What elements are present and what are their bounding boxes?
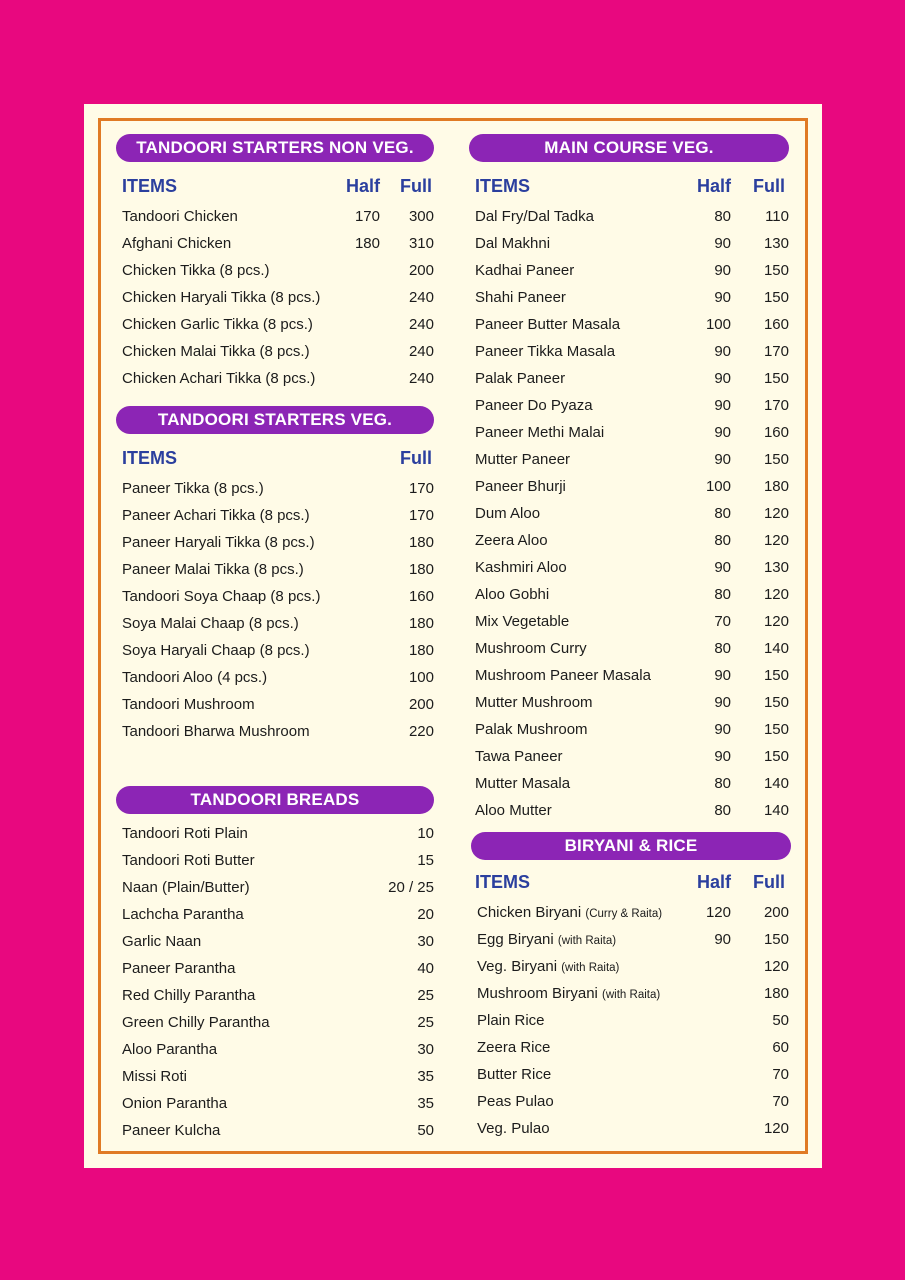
item-name: Palak Mushroom: [475, 721, 588, 738]
header-items: ITEMS: [122, 448, 178, 468]
item-name: Red Chilly Parantha: [122, 987, 256, 1004]
item-name: Dum Aloo: [475, 505, 541, 522]
item-price-full: 150: [763, 370, 789, 387]
item-price-half: 80: [714, 586, 731, 603]
menu-item-row: [122, 615, 434, 642]
menu-item-row: [122, 960, 434, 987]
item-name: [477, 904, 662, 921]
item-price-full: 120: [763, 1120, 789, 1137]
item-price-full: 150: [763, 931, 789, 948]
menu-item-row: [475, 532, 789, 559]
header-half: Half: [697, 176, 732, 196]
item-name: Kashmiri Aloo: [475, 559, 567, 576]
item-name: Veg. Pulao: [477, 1120, 550, 1137]
item-price-half: 90: [714, 289, 731, 306]
item-price-half: 80: [714, 505, 731, 522]
item-name: Zeera Aloo: [475, 532, 548, 549]
item-price-half: 70: [714, 613, 731, 630]
item-name: Zeera Rice: [477, 1039, 551, 1056]
item-price-half: 100: [705, 316, 731, 333]
item-price: 50: [417, 1122, 434, 1139]
item-name: Dal Fry/Dal Tadka: [475, 208, 594, 225]
item-price-full: 200: [408, 262, 434, 279]
item-price-full: 160: [408, 588, 434, 605]
menu-item-row: [122, 987, 434, 1014]
menu-item-row: [475, 451, 789, 478]
menu-item-row: [122, 588, 434, 615]
item-name: Lachcha Parantha: [122, 906, 244, 923]
header-half: Half: [346, 176, 381, 196]
item-price: 40: [417, 960, 434, 977]
section-banner-main-course-veg: MAIN COURSE VEG.: [469, 134, 789, 162]
item-price-full: 180: [408, 615, 434, 632]
column-header: [122, 176, 434, 202]
item-price: 20: [417, 906, 434, 923]
item-name: [477, 931, 616, 948]
item-price-full: 240: [408, 370, 434, 387]
item-price: 35: [417, 1095, 434, 1112]
item-name: Chicken Haryali Tikka (8 pcs.): [122, 289, 321, 306]
menu-item-row: [122, 696, 434, 723]
item-price-full: 170: [763, 343, 789, 360]
menu-item-row: [475, 904, 789, 931]
item-price-half: 90: [714, 931, 731, 948]
menu-item-row: [122, 1095, 434, 1122]
item-name: Mutter Mushroom: [475, 694, 593, 711]
menu-item-row: [475, 1066, 789, 1093]
menu-item-row: [475, 559, 789, 586]
item-price-full: 170: [408, 480, 434, 497]
item-name: Kadhai Paneer: [475, 262, 575, 279]
item-note: (Curry & Raita): [585, 908, 663, 920]
section-banner-tandoori-non-veg: TANDOORI STARTERS NON VEG.: [116, 134, 434, 162]
menu-item-row: [122, 906, 434, 933]
item-price: 15: [417, 852, 434, 869]
item-price-full: 160: [763, 424, 789, 441]
item-name: Peas Pulao: [477, 1093, 554, 1110]
item-name: Chicken Garlic Tikka (8 pcs.): [122, 316, 313, 333]
menu-item-row: [122, 534, 434, 561]
item-price-full: 150: [763, 289, 789, 306]
menu-item-row: [475, 667, 789, 694]
menu-item-row: [122, 480, 434, 507]
item-name: [477, 958, 619, 975]
item-price-full: 200: [408, 696, 434, 713]
item-price-half: 120: [705, 904, 731, 921]
item-price-full: 120: [763, 958, 789, 975]
item-name: Soya Malai Chaap (8 pcs.): [122, 615, 299, 632]
menu-item-row: [475, 505, 789, 532]
item-price-full: 180: [408, 561, 434, 578]
item-price-full: 150: [763, 262, 789, 279]
item-name: Mushroom Curry: [475, 640, 587, 657]
item-price-full: 150: [763, 667, 789, 684]
item-name: Soya Haryali Chaap (8 pcs.): [122, 642, 310, 659]
item-name: Afghani Chicken: [122, 235, 232, 252]
item-name: Paneer Achari Tikka (8 pcs.): [122, 507, 310, 524]
menu-item-row: [122, 879, 434, 906]
item-name: Paneer Malai Tikka (8 pcs.): [122, 561, 304, 578]
menu-item-row: [475, 370, 789, 397]
item-name: Palak Paneer: [475, 370, 566, 387]
item-price-full: 170: [408, 507, 434, 524]
menu-item-row: [122, 561, 434, 588]
item-name: Tawa Paneer: [475, 748, 563, 765]
menu-item-row: [475, 1012, 789, 1039]
item-price-full: 110: [765, 208, 789, 225]
item-price: 30: [417, 933, 434, 950]
item-price-half: 80: [714, 208, 731, 225]
item-price-full: 180: [763, 985, 789, 1002]
item-price-full: 140: [763, 775, 789, 792]
item-name: Tandoori Soya Chaap (8 pcs.): [122, 588, 321, 605]
menu-item-row: [122, 642, 434, 669]
menu-item-row: [475, 235, 789, 262]
header-full: Full: [400, 448, 432, 468]
item-name: Mix Vegetable: [475, 613, 570, 630]
item-price-full: 150: [763, 694, 789, 711]
header-items: ITEMS: [475, 872, 531, 892]
item-note: (with Raita): [561, 962, 620, 974]
menu-item-row: [122, 208, 434, 235]
item-name: Paneer Haryali Tikka (8 pcs.): [122, 534, 315, 551]
item-price-full: 310: [408, 235, 434, 252]
item-name: Paneer Methi Malai: [475, 424, 605, 441]
item-price-full: 240: [408, 289, 434, 306]
item-name: Tandoori Bharwa Mushroom: [122, 723, 310, 740]
item-price-full: 240: [408, 316, 434, 333]
menu-item-row: [475, 316, 789, 343]
item-name: [477, 985, 660, 1002]
item-name: Aloo Gobhi: [475, 586, 550, 603]
menu-item-row: [475, 478, 789, 505]
item-price-half: 90: [714, 667, 731, 684]
menu-item-row: [475, 640, 789, 667]
item-price-full: 200: [763, 904, 789, 921]
item-name: Paneer Butter Masala: [475, 316, 621, 333]
item-price-half: 170: [354, 208, 380, 225]
item-name: Mutter Paneer: [475, 451, 571, 468]
item-price-full: 120: [763, 532, 789, 549]
menu-item-row: [122, 1068, 434, 1095]
item-price-full: 150: [763, 748, 789, 765]
item-name-text: Chicken Biryani: [477, 904, 582, 921]
item-price-half: 90: [714, 559, 731, 576]
item-name: Paneer Kulcha: [122, 1122, 221, 1139]
item-note: (with Raita): [602, 989, 661, 1001]
item-price-half: 80: [714, 532, 731, 549]
item-name: Chicken Malai Tikka (8 pcs.): [122, 343, 310, 360]
item-name: Tandoori Roti Plain: [122, 825, 248, 842]
item-name: Tandoori Aloo (4 pcs.): [122, 669, 268, 686]
item-name: Paneer Bhurji: [475, 478, 566, 495]
menu-item-row: [475, 1039, 789, 1066]
item-name: Butter Rice: [477, 1066, 552, 1083]
item-price-half: 80: [714, 802, 731, 819]
menu-item-row: [122, 1122, 434, 1149]
header-full: Full: [753, 176, 785, 196]
section-banner-biryani-rice: BIRYANI & RICE: [471, 832, 791, 860]
menu-item-row: [122, 1041, 434, 1068]
item-price-full: 180: [763, 478, 789, 495]
menu-item-row: [475, 586, 789, 613]
item-name-text: Egg Biryani: [477, 931, 554, 948]
item-name: Shahi Paneer: [475, 289, 566, 306]
item-name-text: Veg. Biryani: [477, 958, 558, 975]
item-note: (with Raita): [557, 935, 617, 947]
section-banner-tandoori-veg: TANDOORI STARTERS VEG.: [116, 406, 434, 434]
menu-item-row: [122, 316, 434, 343]
menu-item-row: [122, 370, 434, 397]
item-price-full: 180: [408, 642, 434, 659]
menu-item-row: [122, 723, 434, 750]
item-name: Plain Rice: [477, 1012, 545, 1029]
menu-item-row: [475, 424, 789, 451]
menu-item-row: [475, 208, 789, 235]
item-name: Mutter Masala: [475, 775, 571, 792]
menu-item-row: [475, 397, 789, 424]
menu-item-row: [475, 1093, 789, 1120]
menu-item-row: [475, 802, 789, 829]
item-price-full: 140: [763, 802, 789, 819]
item-name: Aloo Parantha: [122, 1041, 218, 1058]
item-name: Paneer Parantha: [122, 960, 236, 977]
item-name: Dal Makhni: [475, 235, 551, 252]
header-half: Half: [697, 872, 732, 892]
item-name-text: Mushroom Biryani: [477, 985, 598, 1002]
menu-item-row: [122, 825, 434, 852]
menu-item-row: [122, 1014, 434, 1041]
item-price-half: 90: [714, 262, 731, 279]
menu-card: [84, 104, 822, 1168]
menu-item-row: [122, 343, 434, 370]
item-name: Naan (Plain/Butter): [122, 879, 250, 896]
item-name: Tandoori Roti Butter: [122, 852, 255, 869]
menu-item-row: [122, 507, 434, 534]
menu-item-row: [475, 721, 789, 748]
item-price: 35: [417, 1068, 434, 1085]
item-price-full: 140: [763, 640, 789, 657]
item-name: Garlic Naan: [122, 933, 202, 950]
item-price-full: 50: [772, 1012, 789, 1029]
item-price-half: 90: [714, 451, 731, 468]
menu-item-row: [475, 262, 789, 289]
item-price-full: 150: [763, 721, 789, 738]
item-price-full: 100: [408, 669, 434, 686]
item-price: 10: [417, 825, 434, 842]
item-price: 25: [417, 1014, 434, 1031]
menu-item-row: [475, 289, 789, 316]
menu-item-row: [475, 694, 789, 721]
item-price-half: 90: [714, 721, 731, 738]
menu-item-row: [475, 931, 789, 958]
item-price-full: 120: [763, 586, 789, 603]
menu-item-row: [122, 262, 434, 289]
item-price-half: 90: [714, 397, 731, 414]
menu-item-row: [475, 775, 789, 802]
menu-item-row: [122, 235, 434, 262]
item-name: Green Chilly Parantha: [122, 1014, 270, 1031]
column-header: [122, 448, 434, 474]
item-price-full: 150: [763, 451, 789, 468]
item-price: 30: [417, 1041, 434, 1058]
item-name: Chicken Tikka (8 pcs.): [122, 262, 270, 279]
menu-item-row: [475, 1120, 789, 1147]
item-name: Onion Parantha: [122, 1095, 228, 1112]
column-header: [475, 176, 789, 202]
menu-item-row: [475, 613, 789, 640]
menu-item-row: [475, 958, 789, 985]
item-price-half: 90: [714, 370, 731, 387]
item-price-half: 90: [714, 424, 731, 441]
header-items: ITEMS: [475, 176, 531, 196]
header-full: Full: [400, 176, 432, 196]
menu-item-row: [122, 933, 434, 960]
item-price-full: 70: [772, 1093, 789, 1110]
header-items: ITEMS: [122, 176, 178, 196]
item-price: 25: [417, 987, 434, 1004]
menu-item-row: [475, 748, 789, 775]
header-full: Full: [753, 872, 785, 892]
item-price-half: 90: [714, 748, 731, 765]
item-name: Tandoori Chicken: [122, 208, 238, 225]
item-price-full: 130: [763, 559, 789, 576]
section-banner-tandoori-breads: TANDOORI BREADS: [116, 786, 434, 814]
item-name: Missi Roti: [122, 1068, 188, 1085]
item-price-full: 170: [763, 397, 789, 414]
item-name: Paneer Do Pyaza: [475, 397, 593, 414]
item-price-half: 80: [714, 775, 731, 792]
menu-item-row: [475, 343, 789, 370]
item-name: Mushroom Paneer Masala: [475, 667, 651, 684]
item-price-half: 80: [714, 640, 731, 657]
item-price-full: 60: [772, 1039, 789, 1056]
item-price-half: 180: [354, 235, 380, 252]
item-name: Tandoori Mushroom: [122, 696, 255, 713]
item-price-full: 160: [763, 316, 789, 333]
menu-item-row: [122, 852, 434, 879]
item-price-half: 100: [705, 478, 731, 495]
item-name: Paneer Tikka (8 pcs.): [122, 480, 264, 497]
menu-item-row: [122, 669, 434, 696]
item-price-full: 120: [763, 613, 789, 630]
item-name: Paneer Tikka Masala: [475, 343, 616, 360]
menu-item-row: [475, 985, 789, 1012]
item-price-half: 90: [714, 235, 731, 252]
item-price: 20 / 25: [388, 879, 434, 896]
item-name: Chicken Achari Tikka (8 pcs.): [122, 370, 316, 387]
item-price-full: 300: [408, 208, 434, 225]
item-price-full: 130: [763, 235, 789, 252]
item-name: Aloo Mutter: [475, 802, 552, 819]
item-price-full: 120: [763, 505, 789, 522]
item-price-full: 220: [408, 723, 434, 740]
item-price-full: 240: [408, 343, 434, 360]
item-price-full: 180: [408, 534, 434, 551]
item-price-half: 90: [714, 343, 731, 360]
item-price-full: 70: [772, 1066, 789, 1083]
column-header: [475, 872, 789, 898]
menu-item-row: [122, 289, 434, 316]
item-price-half: 90: [714, 694, 731, 711]
